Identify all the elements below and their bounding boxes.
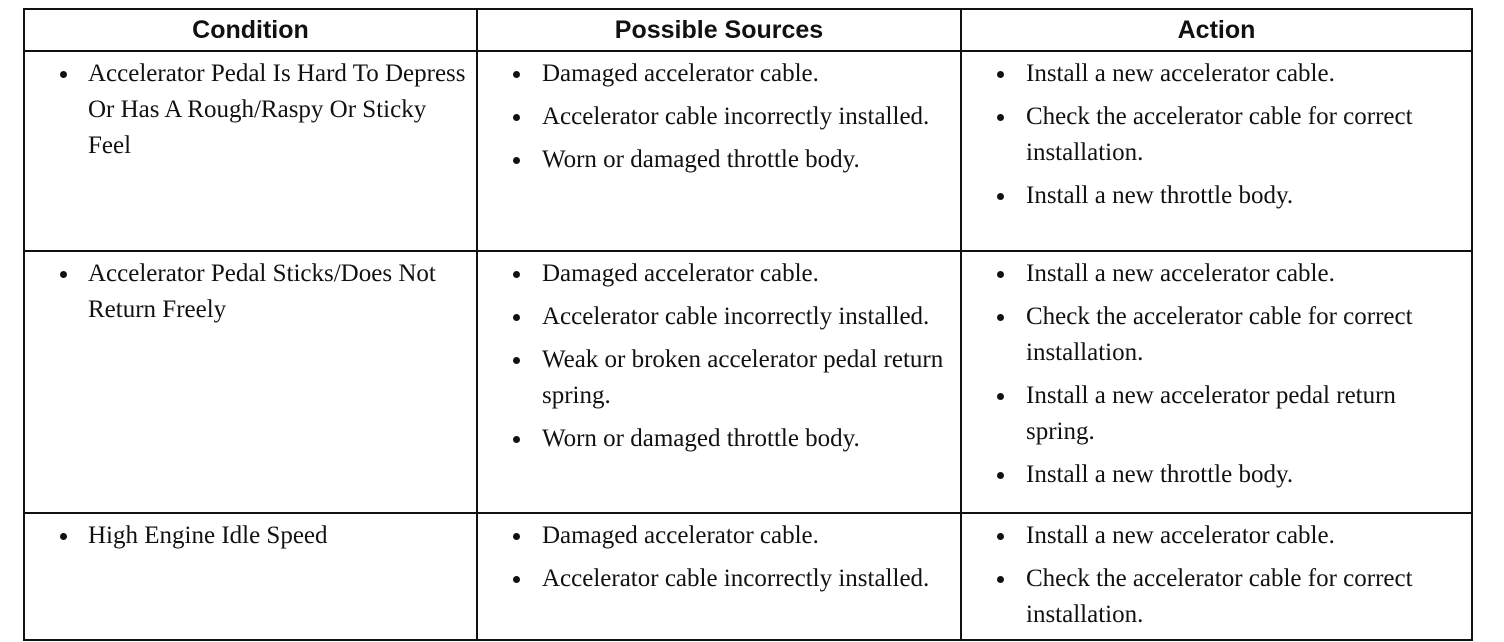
condition-text: Accelerator Pedal Is Hard To Depress Or Has A Rough/Raspy Or Sticky Feel <box>88 60 466 159</box>
source-text: Worn or damaged throttle body. <box>542 146 860 173</box>
bullet-icon <box>513 71 520 78</box>
list-item <box>962 457 1461 493</box>
source-text: Accelerator cable incorrectly installed. <box>542 565 930 592</box>
list-item <box>962 378 1461 450</box>
action-text: Install a new accelerator cable. <box>1026 60 1335 87</box>
bullet-icon <box>513 436 520 443</box>
source-text: Worn or damaged throttle body. <box>542 425 860 452</box>
action-text: Check the accelerator cable for correct installation. <box>1026 303 1413 366</box>
bullet-icon <box>997 472 1004 479</box>
list-item <box>478 421 950 457</box>
list-item <box>962 299 1461 371</box>
bullet-icon <box>513 157 520 164</box>
action-text: Check the accelerator cable for correct installation. <box>1026 565 1413 628</box>
action-text: Install a new accelerator cable. <box>1026 522 1335 549</box>
bullet-icon <box>513 576 520 583</box>
actions-list <box>962 56 1461 214</box>
list-item <box>962 99 1461 171</box>
list-item <box>478 299 950 335</box>
list-item <box>478 56 950 92</box>
source-text: Damaged accelerator cable. <box>542 260 819 287</box>
list-item <box>25 518 466 554</box>
condition-list <box>25 256 466 328</box>
bullet-icon <box>513 114 520 121</box>
list-item <box>962 256 1461 292</box>
bullet-icon <box>997 193 1004 200</box>
condition-cell <box>24 251 477 513</box>
bullet-icon <box>997 314 1004 321</box>
bullet-icon <box>513 271 520 278</box>
action-text: Install a new throttle body. <box>1026 461 1294 488</box>
table-row <box>24 51 1472 251</box>
list-item <box>962 56 1461 92</box>
condition-cell <box>24 513 477 640</box>
condition-text: Accelerator Pedal Sticks/Does Not Return Freely <box>88 260 436 323</box>
bullet-icon <box>997 114 1004 121</box>
table-row <box>24 251 1472 513</box>
sources-cell <box>477 513 961 640</box>
bullet-icon <box>513 357 520 364</box>
bullet-icon <box>60 271 67 278</box>
action-text: Install a new throttle body. <box>1026 182 1294 209</box>
bullet-icon <box>997 576 1004 583</box>
condition-list <box>25 56 466 164</box>
bullet-icon <box>513 314 520 321</box>
diagnosis-table <box>23 8 1473 641</box>
list-item <box>478 518 950 554</box>
list-item <box>962 561 1461 633</box>
source-text: Accelerator cable incorrectly installed. <box>542 103 930 130</box>
list-item <box>478 99 950 135</box>
header-possible-sources: Possible Sources <box>477 9 961 51</box>
list-item <box>478 142 950 178</box>
list-item <box>478 561 950 597</box>
action-text: Check the accelerator cable for correct installation. <box>1026 103 1413 166</box>
list-item <box>478 256 950 292</box>
header-row <box>24 9 1472 51</box>
source-text: Accelerator cable incorrectly installed. <box>542 303 930 330</box>
bullet-icon <box>997 71 1004 78</box>
bullet-icon <box>60 533 67 540</box>
source-text: Damaged accelerator cable. <box>542 522 819 549</box>
actions-list <box>962 518 1461 633</box>
actions-list <box>962 256 1461 493</box>
action-cell <box>961 51 1472 251</box>
source-text: Damaged accelerator cable. <box>542 60 819 87</box>
action-text: Install a new accelerator pedal return spring. <box>1026 382 1396 445</box>
condition-cell <box>24 51 477 251</box>
sources-list <box>478 256 950 457</box>
bullet-icon <box>997 271 1004 278</box>
table-header <box>24 9 1472 51</box>
bullet-icon <box>997 533 1004 540</box>
list-item <box>962 178 1461 214</box>
condition-text: High Engine Idle Speed <box>88 522 328 549</box>
header-condition: Condition <box>24 9 477 51</box>
action-cell <box>961 251 1472 513</box>
bullet-icon <box>997 393 1004 400</box>
sources-list <box>478 56 950 178</box>
list-item <box>25 256 466 328</box>
list-item <box>962 518 1461 554</box>
action-cell <box>961 513 1472 640</box>
bullet-icon <box>60 71 67 78</box>
sources-list <box>478 518 950 597</box>
source-text: Weak or broken accelerator pedal return spring. <box>542 346 944 409</box>
header-action: Action <box>961 9 1472 51</box>
sources-cell <box>477 51 961 251</box>
table-row <box>24 513 1472 640</box>
sources-cell <box>477 251 961 513</box>
list-item <box>25 56 466 164</box>
action-text: Install a new accelerator cable. <box>1026 260 1335 287</box>
list-item <box>478 342 950 414</box>
condition-list <box>25 518 466 554</box>
bullet-icon <box>513 533 520 540</box>
